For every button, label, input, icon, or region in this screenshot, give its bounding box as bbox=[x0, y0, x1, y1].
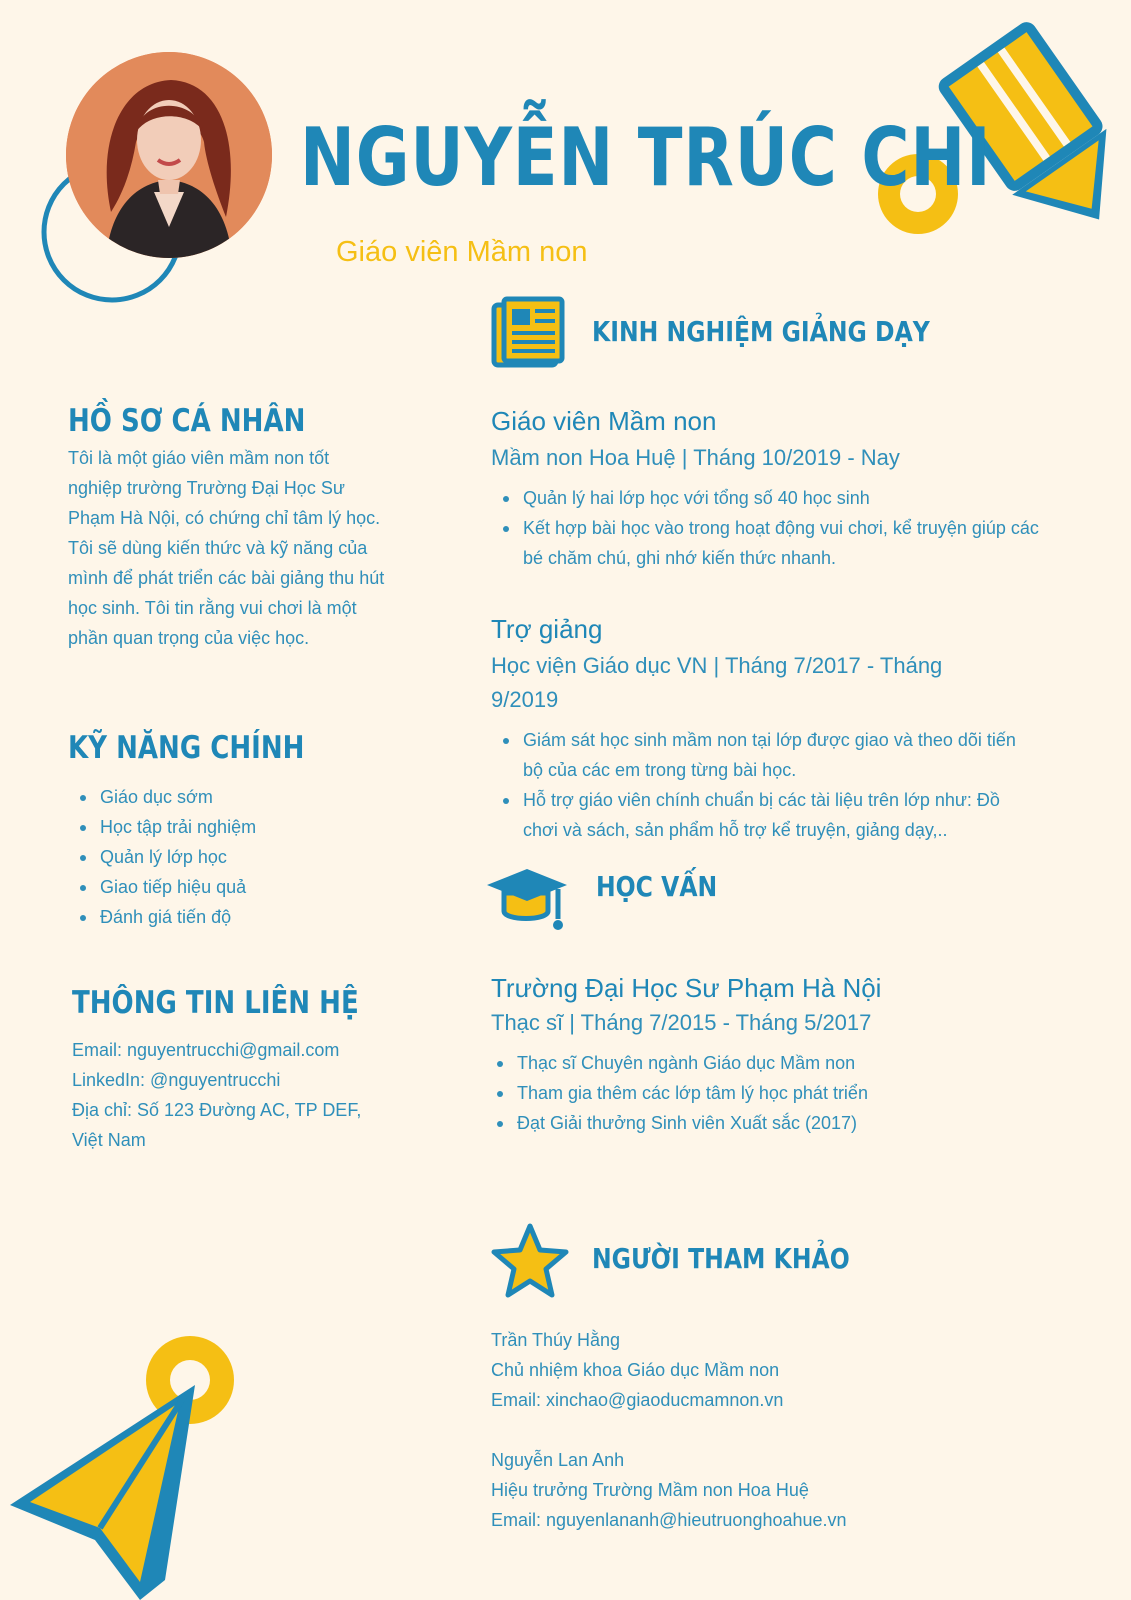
education-entry bbox=[491, 972, 1051, 1138]
contact-linkedin: LinkedIn: @nguyentrucchi bbox=[72, 1070, 281, 1090]
reference-2-name: Nguyễn Lan Anh bbox=[491, 1450, 625, 1470]
job-1-subtitle: Mầm non Hoa Huệ | Tháng 10/2019 - Nay bbox=[491, 445, 900, 470]
candidate-role: Giáo viên Mầm non bbox=[336, 236, 588, 268]
graduation-cap-icon bbox=[484, 865, 570, 941]
list-item: Giao tiếp hiệu quả bbox=[100, 872, 256, 902]
list-item: Tham gia thêm các lớp tâm lý học phát triển bbox=[517, 1078, 1051, 1108]
profile-title: HỒ SƠ CÁ NHÂN bbox=[68, 403, 306, 439]
reference-2-position: Hiệu trưởng Trường Mầm non Hoa Huệ bbox=[491, 1480, 809, 1500]
reference-1 bbox=[491, 1325, 783, 1415]
job-2-subtitle: Học viện Giáo dục VN | Tháng 7/2017 - Tháng 9/2019 bbox=[491, 653, 943, 712]
reference-1-position: Chủ nhiệm khoa Giáo dục Mầm non bbox=[491, 1360, 780, 1380]
list-item: Giám sát học sinh mầm non tại lớp được giao và theo dõi tiến bộ của các em trong từng bài học. bbox=[523, 725, 1031, 785]
list-item: Quản lý lớp học bbox=[100, 842, 256, 872]
paper-plane-decoration bbox=[0, 1330, 240, 1600]
contact-email: Email: nguyentrucchi@gmail.com bbox=[72, 1040, 340, 1060]
job-1 bbox=[491, 405, 1051, 573]
list-item: Học tập trải nghiệm bbox=[100, 812, 256, 842]
list-item: Đạt Giải thưởng Sinh viên Xuất sắc (2017) bbox=[517, 1108, 1051, 1138]
profile-photo bbox=[66, 52, 272, 258]
contact-address: Địa chỉ: Số 123 Đường AC, TP DEF, bbox=[72, 1100, 362, 1120]
skills-title: KỸ NĂNG CHÍNH bbox=[68, 730, 305, 766]
contact-info bbox=[72, 1035, 361, 1155]
reference-2-email: Email: nguyenlananh@hieutruonghoahue.vn bbox=[491, 1510, 847, 1530]
contact-address-country: Việt Nam bbox=[72, 1130, 146, 1150]
reference-2 bbox=[491, 1445, 847, 1535]
newspaper-icon bbox=[490, 295, 566, 371]
education-subtitle: Thạc sĩ | Tháng 7/2015 - Tháng 5/2017 bbox=[491, 1010, 872, 1035]
star-icon bbox=[490, 1222, 570, 1300]
job-1-title: Giáo viên Mầm non bbox=[491, 406, 717, 436]
references-title: NGƯỜI THAM KHẢO bbox=[592, 1242, 850, 1275]
experience-title: KINH NGHIỆM GIẢNG DẠY bbox=[592, 315, 930, 348]
skills-list bbox=[68, 782, 256, 932]
job-2-title: Trợ giảng bbox=[491, 614, 603, 644]
job-2 bbox=[491, 613, 1031, 845]
profile-text: Tôi là một giáo viên mầm non tốt nghiệp trường Trường Đại Học Sư Phạm Hà Nội, có chứng chỉ tâm lý học. Tôi sẽ dùng kiến thức và kỹ năng của mình để phát triển các bài giảng thu hút học sinh. Tôi tin rằng vui chơi là một phần quan trọng của việc học. bbox=[68, 448, 385, 648]
list-item: Hỗ trợ giáo viên chính chuẩn bị các tài liệu trên lớp như: Đồ chơi và sách, sản phẩm hỗ trợ kể truyện, giảng dạy,.. bbox=[523, 785, 1031, 845]
job-1-bullets bbox=[491, 483, 1051, 573]
education-school: Trường Đại Học Sư Phạm Hà Nội bbox=[491, 973, 882, 1003]
education-bullets bbox=[491, 1048, 1051, 1138]
education-title: HỌC VẤN bbox=[596, 870, 718, 903]
reference-1-name: Trần Thúy Hằng bbox=[491, 1330, 621, 1350]
list-item: Thạc sĩ Chuyên ngành Giáo dục Mầm non bbox=[517, 1048, 1051, 1078]
list-item: Đánh giá tiến độ bbox=[100, 902, 256, 932]
list-item: Quản lý hai lớp học với tổng số 40 học sinh bbox=[523, 483, 1051, 513]
contact-title: THÔNG TIN LIÊN HỆ bbox=[72, 985, 359, 1021]
reference-1-email: Email: xinchao@giaoducmamnon.vn bbox=[491, 1390, 784, 1410]
candidate-name: NGUYỄN TRÚC CHI bbox=[300, 111, 992, 204]
list-item: Kết hợp bài học vào trong hoạt động vui chơi, kể truyện giúp các bé chăm chú, ghi nhớ kiến thức nhanh. bbox=[523, 513, 1051, 573]
list-item: Giáo dục sớm bbox=[100, 782, 256, 812]
job-2-bullets bbox=[491, 725, 1031, 845]
